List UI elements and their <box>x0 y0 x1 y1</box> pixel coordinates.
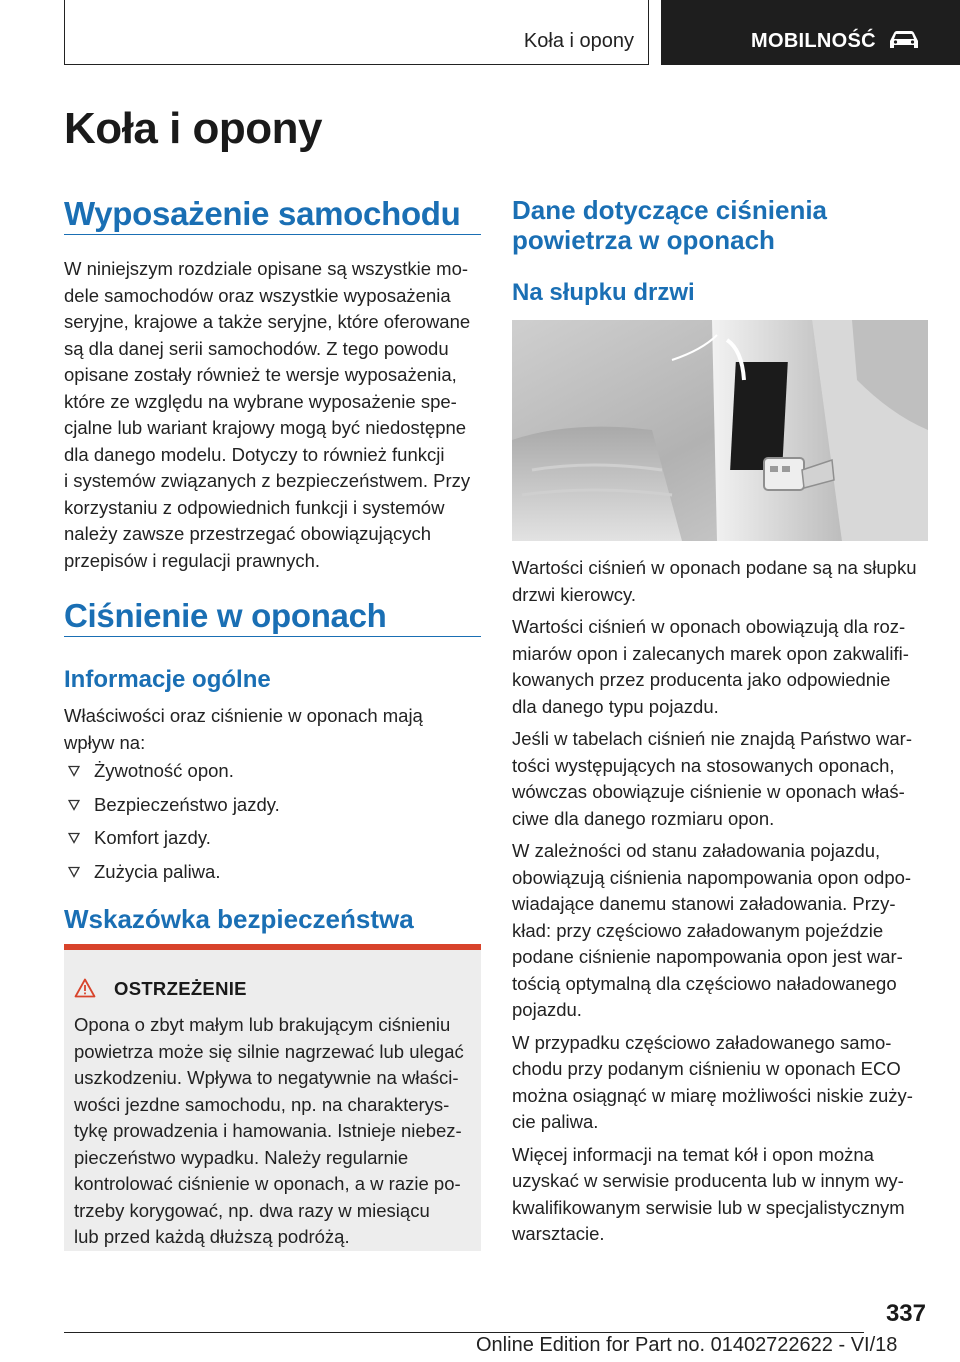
text-line: Jeśli w tabelach ciśnień nie znajdą Państwo war- <box>512 728 913 749</box>
text-line: W niniejszym rozdziale opisane są wszystkie mo- <box>64 258 469 279</box>
text-line: pojazdu. <box>512 999 582 1020</box>
text-line: seryjne, krajowe a także seryjne, które oferowane <box>64 311 471 332</box>
text-line: miarów opon i zalecanych marek opon zakwalifi- <box>512 642 909 664</box>
paragraph <box>512 555 928 608</box>
text-line: dla danego typu pojazdu. <box>512 695 719 717</box>
general-text <box>64 703 481 756</box>
text-line: powietrza może się silnie nagrzewać lub ulegać <box>74 1040 464 1062</box>
list-item-text: Komfort jazdy. <box>94 827 211 848</box>
text-line: przepisów i regulacji prawnych. <box>64 549 321 571</box>
pressure-data-text <box>512 555 928 1248</box>
door-pillar-illustration <box>512 320 928 541</box>
text-line: trzeby korygować, np. dwa razy w miesiącu <box>74 1199 430 1221</box>
header-tab-label: MOBILNOŚĆ <box>751 30 876 52</box>
list-item-text: Bezpieczeństwo jazdy. <box>94 793 280 815</box>
list-item-text: Zużycia paliwa. <box>94 860 221 882</box>
warning-text <box>74 1012 474 1251</box>
heading-rule <box>64 636 481 637</box>
door-pillar-photo <box>512 320 928 541</box>
page-title: Koła i opony <box>64 104 322 153</box>
text-line: które ze względu na wybrane wyposażenie spe- <box>64 390 457 412</box>
text-line: W przypadku częściowo załadowanego samo- <box>512 1031 892 1053</box>
paragraph <box>512 1030 928 1136</box>
bullet-triangle-icon <box>68 832 80 844</box>
heading-door-pillar: Na słupku drzwi <box>512 279 695 306</box>
text-line: ciwe dla danego rozmiaru opon. <box>512 807 775 829</box>
heading-line: Dane dotyczące ciśnienia <box>512 195 828 225</box>
text-line: korzystaniu z odpowiednich funkcji i systemów <box>64 496 445 518</box>
warning-label: OSTRZEŻENIE <box>114 978 247 999</box>
text-line: kład: przy częściowo załadowanym pojeździe <box>512 919 884 941</box>
bullet-list <box>64 758 481 885</box>
heading-general-info: Informacje ogólne <box>64 666 271 693</box>
text-line: tości występujących na stosowanych oponach, <box>512 754 895 776</box>
heading-tire-pressure: Ciśnienie w oponach <box>64 597 387 634</box>
bullet-triangle-icon <box>68 765 80 777</box>
footer-rule <box>64 1332 864 1333</box>
text-line: warsztacie. <box>512 1223 605 1244</box>
text-line: lub przed każdą dłuższą podróżą. <box>74 1226 350 1247</box>
text-line: uzyskać w serwisie producenta lub w innym wy- <box>512 1170 904 1191</box>
text-line: cjalne lub wariant krajowy mogą być niedostępne <box>64 417 467 438</box>
car-icon <box>887 29 921 51</box>
footer-edition: Online Edition for Part no. 01402722622 - VI/18 <box>476 1334 898 1356</box>
list-item <box>64 859 481 886</box>
header-tab-mobility[interactable] <box>661 0 960 65</box>
equipment-text <box>64 256 481 574</box>
heading-rule <box>64 234 481 235</box>
text-line: są dla danej serii samochodów. Z tego powodu <box>64 337 449 359</box>
text-line: dele samochodów oraz wszystkie wyposażenia <box>64 284 451 306</box>
text-line: dla danego modelu. Dotyczy to również funkcji <box>64 443 445 465</box>
heading-pressure-data <box>512 195 928 255</box>
text-line: i systemów związanych z bezpieczeństwem. Przy <box>64 470 471 491</box>
text-line: Wartości ciśnień w oponach podane są na słupku <box>512 557 917 578</box>
text-line: cie paliwa. <box>512 1111 599 1132</box>
text-line: kwalifikowanym serwisie lub w specjalistycznym <box>512 1196 905 1218</box>
text-line: chodu przy podanym ciśnieniu w oponach ECO <box>512 1058 901 1079</box>
list-item <box>64 792 481 819</box>
text-line: obowiązują ciśnienia napompowania opon odpo- <box>512 866 912 888</box>
paragraph <box>512 1142 928 1248</box>
text-line: wości jezdne samochodu, np. na charakterys- <box>74 1093 450 1115</box>
warning-box <box>64 944 481 1251</box>
text-line: Opona o zbyt małym lub brakującym ciśnieniu <box>74 1014 451 1035</box>
text-line: wówczas obowiązuje ciśnienie w oponach właś- <box>512 781 905 802</box>
text-line: uszkodzeniu. Wpływa to negatywnie na właści- <box>74 1067 459 1088</box>
list-item-text: Żywotność opon. <box>94 760 234 781</box>
bullet-triangle-icon <box>68 799 80 811</box>
text-line: Wartości ciśnień w oponach obowiązują dla roz- <box>512 616 906 637</box>
text-line: tością optymalną dla częściowo naładowanego <box>512 972 897 994</box>
paragraph <box>512 838 928 1024</box>
text-line: należy zawsze przestrzegać obowiązujących <box>64 523 432 544</box>
heading-equipment: Wyposażenie samochodu <box>64 195 461 232</box>
warning-triangle-icon <box>74 978 96 998</box>
bullet-triangle-icon <box>68 866 80 878</box>
text-line: Więcej informacji na temat kół i opon można <box>512 1143 874 1165</box>
text-line: pieczeństwo wypadku. Należy regularnie <box>74 1146 409 1168</box>
page-number: 337 <box>885 1300 926 1327</box>
text-line: opisane zostały również te wersje wyposażenia, <box>64 364 457 385</box>
text-line: kontrolować ciśnienie w oponach, a w razie po- <box>74 1173 461 1194</box>
header-section-box <box>64 0 649 65</box>
paragraph <box>512 726 928 832</box>
text-line: Właściwości oraz ciśnienie w oponach mają <box>64 705 423 726</box>
paragraph <box>512 614 928 720</box>
text-line: wpływ na: <box>64 731 146 753</box>
text-line: wiadające danemu stanowi załadowania. Przy- <box>512 893 896 914</box>
heading-safety-note: Wskazówka bezpieczeństwa <box>64 904 414 934</box>
text-line: drzwi kierowcy. <box>512 583 637 605</box>
heading-line: powietrza w oponach <box>512 225 775 255</box>
text-line: kowanych przez producenta jako odpowiednie <box>512 669 891 690</box>
list-item <box>64 825 481 852</box>
list-item <box>64 758 481 785</box>
text-line: można osiągnąć w miarę możliwości niskie zuży- <box>512 1084 913 1106</box>
header-section-title: Koła i opony <box>523 30 634 52</box>
text-line: tykę prowadzenia i hamowania. Istnieje niebez- <box>74 1120 462 1141</box>
text-line: W zależności od stanu załadowania pojazdu, <box>512 840 881 861</box>
text-line: podane ciśnienie napompowania opon jest war- <box>512 946 903 967</box>
